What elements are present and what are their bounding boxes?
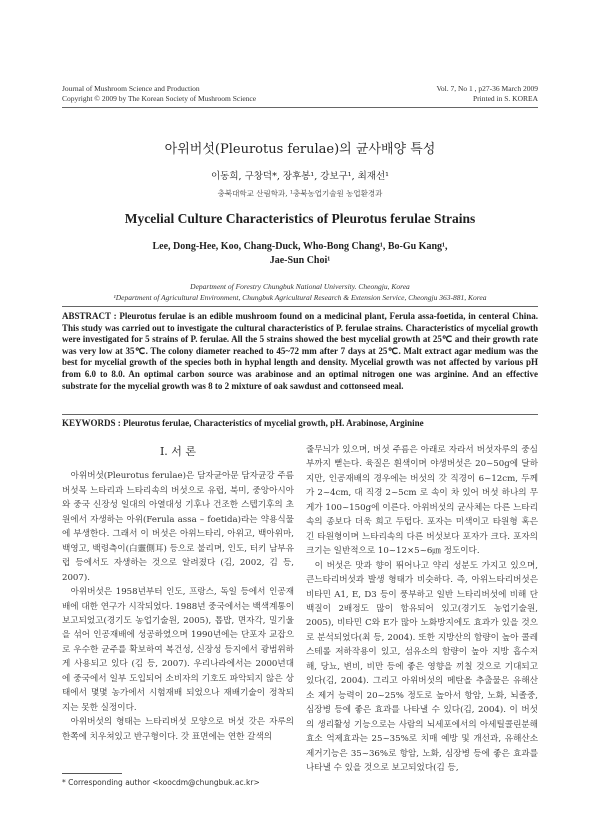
affiliation-1: Department of Forestry Chungbuk National University. Cheongju, Korea: [190, 282, 410, 291]
body-paragraph: 아위버섯의 형태는 느타리버섯 모양으로 버섯 갓은 자루의 한쪽에 치우쳐있고 반구형이다. 갓 표면에는 연한 갈색의: [62, 717, 294, 742]
body-paragraph: 아위버섯(Pleurotus ferulae)은 담자균아문 담자균강 주름버섯목 느타리과 느타리속의 버섯으로 유럽, 북미, 중앙아시아와 중국 신장성 일대의 아열대성 기후나 건조한 스텝기후의 초원에서 자생하는 아위(Ferula assa – foetida)라는 약용식물에 부생한다. 그래서 이 버섯은 아위느타리, 아위고, 백아위마, 백영고, 백령측이(白靈側耳) 등으로 불리며, 인도, 터키 남부유럽 등에서도 자생하는 것으로 알려졌다 (김, 2002, 김 등, 2007).: [62, 471, 294, 583]
left-column: [62, 443, 294, 744]
section-heading: Ⅰ. 서 론: [159, 445, 197, 458]
journal-header-left: [62, 84, 256, 104]
english-authors-line2: Jae-Sun Choi¹: [269, 255, 331, 266]
english-title: Mycelial Culture Characteristics of Pleurotus ferulae Strains: [124, 211, 476, 226]
journal-volume: Vol. 7, No 1 , p27-36 March 2009: [436, 84, 538, 93]
affiliation-2: ¹Department of Agricultural Environment, Chungbuk Agricultural Research & Extension Service, Cheongju 363-881, Korea: [113, 293, 487, 302]
english-authors-line1: Lee, Dong-Hee, Koo, Chang-Duck, Who-Bong Chang¹, Bo-Gu Kang¹,: [152, 241, 448, 252]
english-authors: [150, 240, 450, 268]
header-rule: [62, 107, 538, 108]
abstract-top-rule: [62, 306, 538, 307]
journal-copyright: Copyright © 2009 by The Korean Society of Mushroom Science: [62, 94, 257, 103]
korean-title: 아위버섯(Pleurotus ferulae)의 균사배양 특성: [164, 142, 436, 157]
journal-header-right: [436, 84, 538, 104]
right-column: [306, 443, 538, 775]
english-affiliations: [40, 281, 560, 303]
abstract-bottom-rule: [62, 414, 538, 415]
journal-printed: Printed in S. KOREA: [472, 94, 538, 103]
body-paragraph: 아위버섯은 1958년부터 인도, 프랑스, 독일 등에서 인공재배에 대한 연구가 시작되었다. 1988년 중국에서는 백색계통이 보고되었고(경기도 농업기술원, 2005), 톱밥, 면자각, 밀기울을 섞어 인공재배에 성공하였으며 1990년에는 단포자 교잡으로 우수한 균주를 확보하여 복건성, 신장성 등지에서 광범위하게 사용되고 있다 (김 등, 2007). 우리나라에서는 2000년대에 중국에서 일부 도입되어 소비자의 기호도 파악되지 않은 상태에서 몇몇 농가에서 시험재배 되었으나 재배기술이 정착되지는 못한 실정이다.: [62, 587, 294, 713]
body-paragraph: 이 버섯은 맛과 향이 뛰어나고 약리 성분도 가지고 있으며, 큰느타리버섯과 발생 형태가 비슷하다. 즉, 아위느타리버섯은 비타민 A1, E, D3 등이 풍부하고 일반 느타리버섯에 비해 단백질이 2배정도 많이 함유되어 있고(경기도 농업기술원, 2005), 비타민 C와 E가 많아 노화방지에도 효과가 있을 것으로 분석되었다(최 등, 2004). 또한 지방산의 함량이 높아 콜레스테롤 저하작용이 있고, 섬유소의 함량이 높아 지방 흡수저해, 당뇨, 변비, 비만 등에 좋은 영향을 끼칠 것으로 기대되고 있다(김, 2004). 그리고 아위버섯의 메탄올 추출물은 유해산소 제거 능력이 20~25% 정도로 높아서 항암, 노화, 뇌졸중, 심장병 등에 좋은 효과를 나타낼 수 있다(김, 2004). 이 버섯의 생리활성 기능으로는 사람의 뇌세포에서의 아세틸콜린분해효소 억제효과는 25~35%로 치매 예방 및 개선과, 유해산소 제거기능은 35~36%로 항암, 노화, 심장병 등에 좋은 효과를 나타낼 수 있을 것으로 보고되었다(김 등,: [306, 560, 538, 773]
corresponding-author-footnote: * Corresponding author <koocdm@chungbuk.ac.kr>: [62, 778, 260, 787]
footnote-rule: [62, 773, 122, 774]
korean-authors: 이동희, 구창덕*, 장후봉¹, 강보구¹, 최재선¹: [211, 171, 389, 182]
journal-name: Journal of Mushroom Science and Production: [62, 84, 200, 93]
korean-affiliation: 충북대학교 산림학과, ¹충북농업기술원 농업환경과: [217, 189, 383, 198]
body-paragraph: 줄무늬가 있으며, 버섯 주름은 아래로 자라서 버섯자루의 중심부까지 뻗는다. 육질은 흰색이며 야생버섯은 20~50g에 달하지만, 인공재배의 경우에는 버섯의 갓 직경이 6~12cm, 두께가 2~4cm, 대 직경 2~5cm 로 속이 차 있어 버섯 하나의 무게가 100~150g에 이른다. 아위버섯의 균사체는 다른 느타리속의 종보다 더욱 희고 두텁다. 포자는 미색이고 타원형 혹은 긴 타원형이며 느타리속의 다른 버섯보다 포자가 크다. 포자의 크기는 일반적으로 10~12×5~6㎛ 정도이다.: [306, 445, 538, 557]
keywords: KEYWORDS : Pleurotus ferulae, Characteristics of mycelial growth, pH. Arabinose, Arginine: [62, 418, 424, 428]
abstract: ABSTRACT : Pleurotus ferulae is an edible mushroom found on a medicinal plant, Ferula assa-foetida, in centeral China. This study was carried out to investigate the cultural characteristics of P. ferulae strains. Characteristics of mycelial growth were investigated for 5 strains of P. ferulae. All the 5 strains showed the best mycelial growth at 25℃ and their growth rate was very low at 35℃. The colony diameter reached to 45~72 mm after 7 days at 25℃. Malt extract agar medium was the best for mycelial growth of the species both in hyphal length and density. Mycelial growth was not affected by various pH from 6.0 to 8.0. An optimal carbon source was arabinose and an optimal nitrogen one was arginine. And an effective substrate for the mycelial growth was 8 to 2 mixture of oak sawdust and cottonseed meal.: [62, 311, 538, 391]
